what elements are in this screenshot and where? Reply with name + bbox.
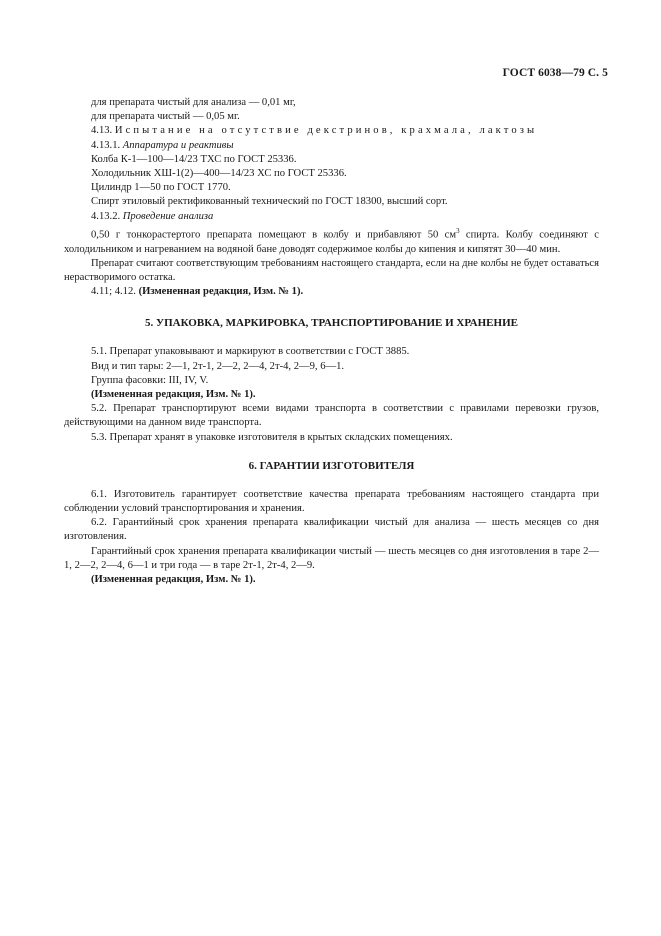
page-header: ГОСТ 6038—79 С. 5: [502, 67, 608, 79]
section-6-title: 6. ГАРАНТИИ ИЗГОТОВИТЕЛЯ: [248, 459, 415, 472]
clause-6-1: 6.1. Изготовитель гарантирует соответствие качества препарата требованиям настоящего стандарта при соблюдении условий транспортирования и хранения.: [64, 488, 599, 514]
clause-4-13-2-heading: [64, 210, 599, 224]
text-line-limit-analytical: для препарата чистый для анализа — 0,01 мг,: [91, 97, 296, 108]
clause-5-1: 5.1. Препарат упаковывают и маркируют в соответствии с ГОСТ 3885.: [91, 346, 410, 358]
reagent-ethanol: Спирт этиловый ректификованный технический по ГОСТ 18300, высший сорт.: [91, 196, 448, 208]
analysis-procedure-paragraph: [64, 224, 599, 257]
text-line-limit-pure: для препарата чистый — 0,05 мг.: [91, 111, 240, 123]
packaging-group: Группа фасовки: III, IV, V.: [91, 374, 209, 386]
clause-4-13-heading: [64, 124, 599, 138]
document-body: [64, 96, 599, 587]
amendment-note: [64, 285, 599, 299]
procedure-text-part: 0,50 г тонкорастертого препарата помещают в колбу и прибавляют 50 см: [91, 229, 457, 241]
amendment-bold: (Измененная редакция, Изм. № 1).: [138, 286, 304, 298]
equipment-flask: Колба К-1—100—14/23 ТХС по ГОСТ 25336.: [91, 153, 297, 165]
clause-4-13-1-heading: [64, 139, 599, 153]
container-types: Вид и тип тары: 2—1, 2т-1, 2—2, 2—4, 2т-4, 2—9, 6—1.: [91, 360, 345, 372]
clause-5-3: 5.3. Препарат хранят в упаковке изготовителя в крытых складских помещениях.: [91, 431, 453, 443]
clause-6-2: 6.2. Гарантийный срок хранения препарата квалификации чистый для анализа — шесть месяцев со дня изготовления.: [64, 517, 599, 543]
clause-number: 4.13.: [91, 125, 115, 137]
procedure-text-part: спирта. Колбу соединяют с холодильником и нагреванием на водяной бане доводят содержимое колбы до кипения и кипятят 30—40 мин.: [64, 229, 599, 255]
clause-refs: 4.11; 4.12.: [91, 286, 139, 298]
clause-5-2: 5.2. Препарат транспортируют всеми видами транспорта в соответствии с правилами перевозки грузов, действующими на данном виде транспорта.: [64, 403, 599, 429]
warranty-pure-paragraph: Гарантийный срок хранения препарата квалификации чистый — шесть месяцев со дня изготовления в таре 2—1, 2—2, 2—4, 6—1 и три года — в таре 2т-1, 2т-4, 2—9.: [64, 545, 599, 571]
acceptance-criteria-paragraph: Препарат считают соответствующим требованиям настоящего стандарта, если на дне колбы не будет оставаться нерастворимого остатка.: [64, 257, 599, 283]
clause-number: 4.13.1.: [91, 139, 123, 151]
amendment-note: (Измененная редакция, Изм. № 1).: [91, 574, 256, 586]
clause-number: 4.13.2.: [91, 210, 123, 222]
section-5-title: 5. УПАКОВКА, МАРКИРОВКА, ТРАНСПОРТИРОВАНИЕ И ХРАНЕНИЕ: [145, 317, 518, 330]
clause-title-italic: Проведение анализа: [122, 210, 214, 222]
equipment-condenser: Холодильник ХШ-1(2)—400—14/23 ХС по ГОСТ 25336.: [91, 168, 347, 180]
superscript-unit: 3: [456, 226, 460, 235]
clause-title-italic: Аппаратура и реактивы: [122, 139, 234, 151]
amendment-note: (Измененная редакция, Изм. № 1).: [91, 388, 256, 400]
clause-title-spaced: Испытание на отсутствие декстринов, крахмала, лактозы: [114, 125, 538, 137]
equipment-cylinder: Цилиндр 1—50 по ГОСТ 1770.: [91, 182, 231, 194]
